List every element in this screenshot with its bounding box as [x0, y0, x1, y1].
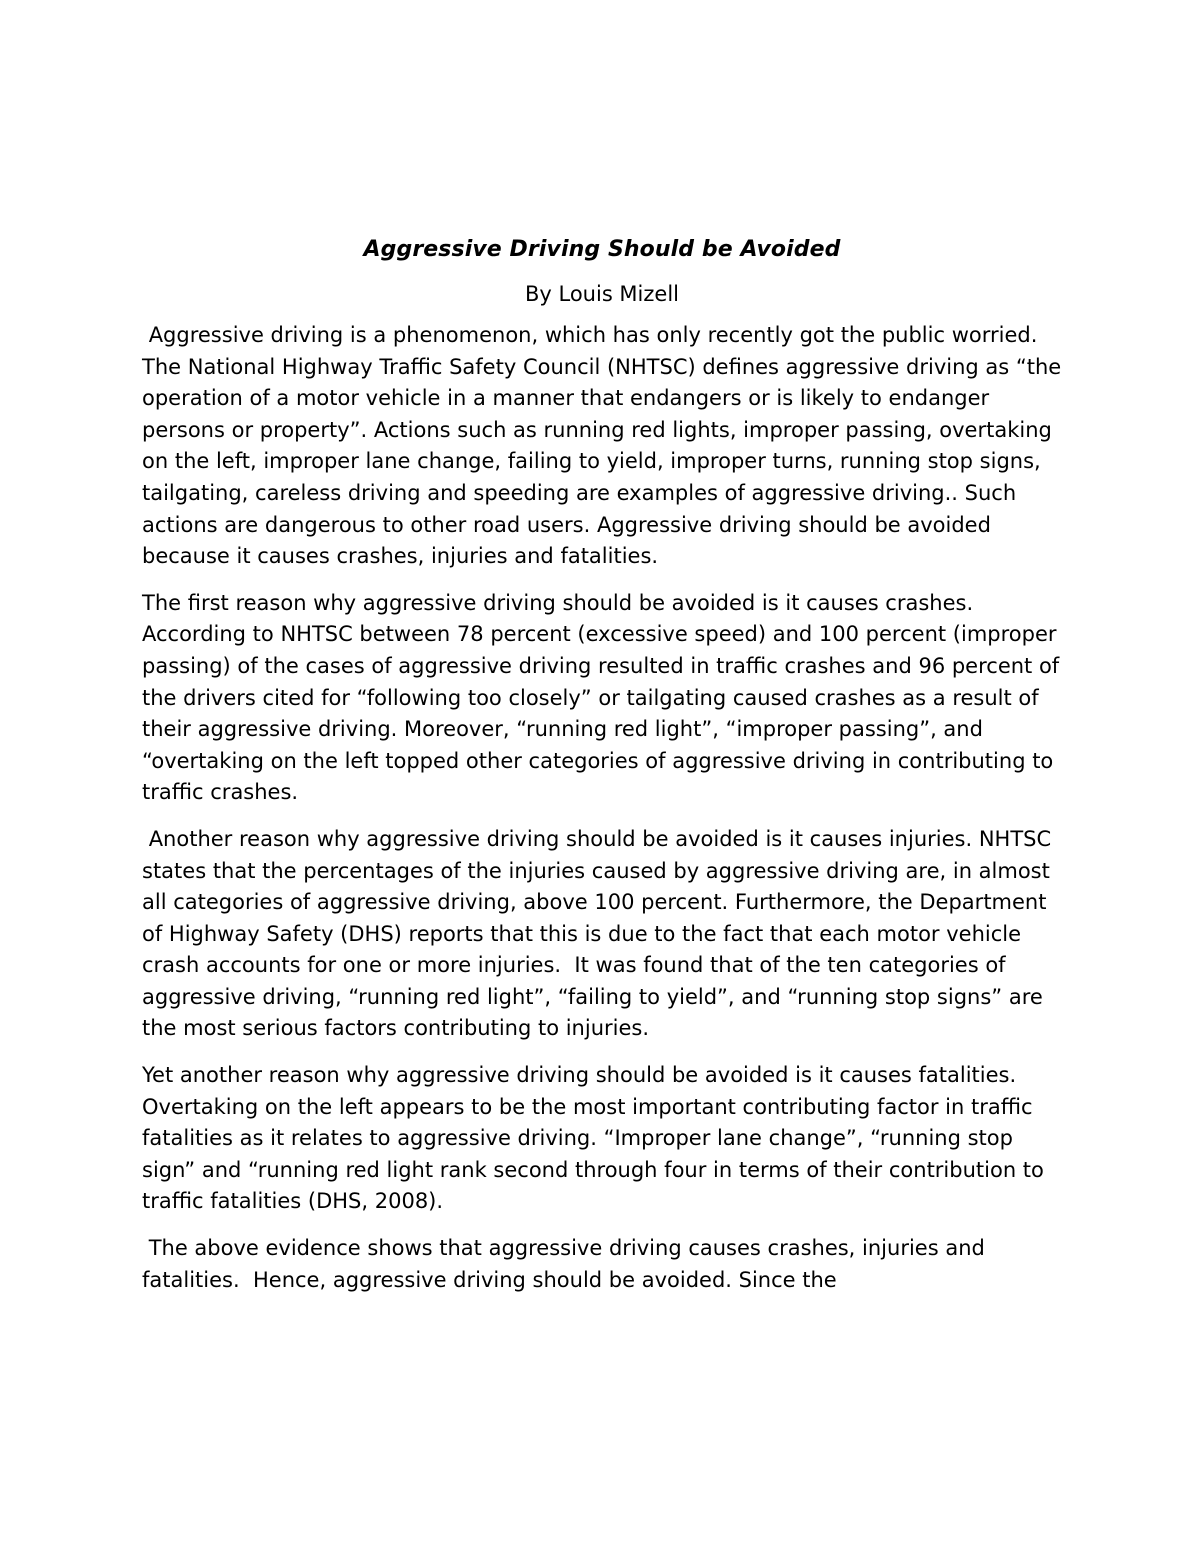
- document-title: Aggressive Driving Should be Avoided: [363, 237, 841, 262]
- paragraph-crashes: The first reason why aggressive driving should be avoided is it causes crashes. According to NHTSC between 78 percent (excessive speed) and 100 percent (improper passing) of the cases of aggressive driving resulted in traffic crashes and 96 percent of the drivers cited for “following too closely” or tailgating caused crashes as a result of their aggressive driving. Moreover, “running red light”, “improper passing”, and “overtaking on the left topped other categories of aggressive driving in contributing to traffic crashes.: [142, 590, 1066, 805]
- paragraph-conclusion: The above evidence shows that aggressive driving causes crashes, injuries and fatalities. Hence, aggressive driving should be avoided. Since the: [142, 1236, 992, 1292]
- document-author: By Louis Mizell: [524, 282, 679, 306]
- paragraph-introduction: Aggressive driving is a phenomenon, which has only recently got the public worried. The National Highway Traffic Safety Council (NHTSC) defines aggressive driving as “the operation of a motor vehicle in a manner that endangers or is likely to endanger persons or property”. Actions such as running red lights, improper passing, overtaking on the left, improper lane change, failing to yield, improper turns, running stop signs, tailgating, careless driving and speeding are examples of aggressive driving.. Such actions are dangerous to other road users. Aggressive driving should be avoided because it causes crashes, injuries and fatalities.: [142, 323, 1068, 569]
- document-body: [142, 232, 1068, 1311]
- paragraph-fatalities: Yet another reason why aggressive driving should be avoided is it causes fatalities. Overtaking on the left appears to be the most important contributing factor in traffic fatalities as it relates to aggressive driving. “Improper lane change”, “running stop sign” and “running red light rank second through four in terms of their contribution to traffic fatalities (DHS, 2008).: [142, 1063, 1051, 1214]
- paragraph-injuries: Another reason why aggressive driving should be avoided is it causes injuries. NHTSC states that the percentages of the injuries caused by aggressive driving are, in almost all categories of aggressive driving, above 100 percent. Furthermore, the Department of Highway Safety (DHS) reports that this is due to the fact that each motor vehicle crash accounts for one or more injuries. It was found that of the ten categories of aggressive driving, “running red light”, “failing to yield”, and “running stop signs” are the most serious factors contributing to injuries.: [142, 826, 1058, 1041]
